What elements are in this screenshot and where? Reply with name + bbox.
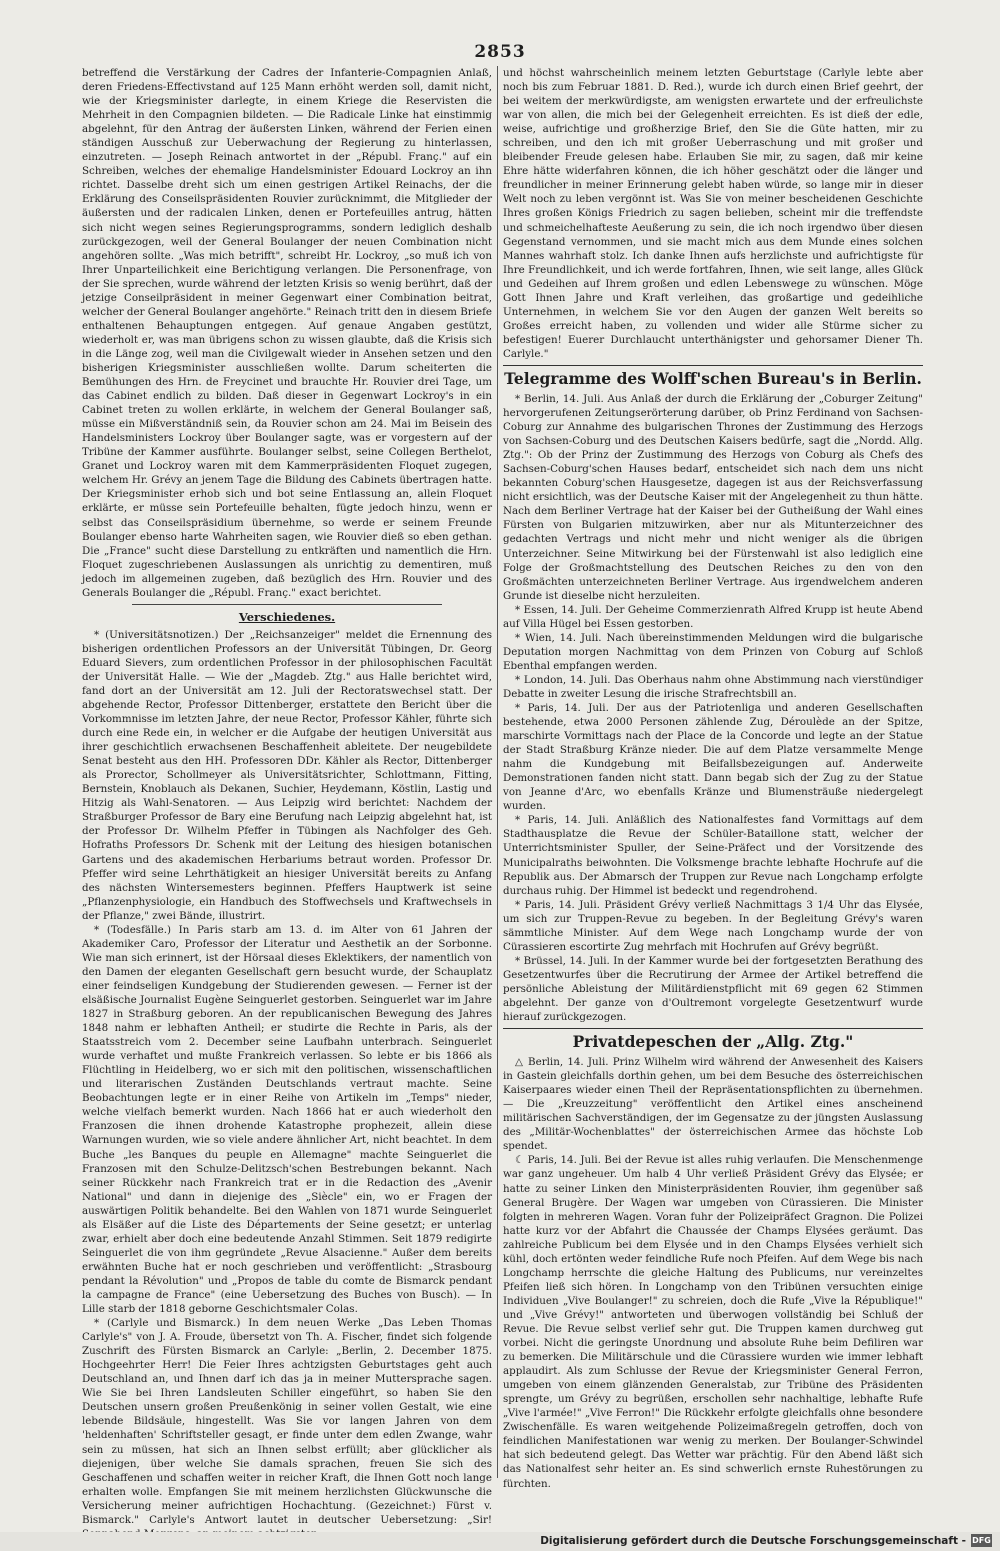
telegram-item: * Brüssel, 14. Juli. In der Kammer wurde bei der fortgesetzten Berathung des Gesetzentwurfes über die Recrutirung der Armee der Artikel betreffend die persönliche Ableistung der Militärdienstpflicht mit 69 gegen 62 Stimmen abgelehnt. Der ganze von d'Oultremont vorgelegte Gesetzentwurf wurde hierauf zurückgezogen. xyxy=(503,954,923,1024)
right-column xyxy=(503,66,923,1490)
telegram-item: * London, 14. Juli. Das Oberhaus nahm ohne Abstimmung nach vierstündiger Debatte in zweiter Lesung die irische Strafrechtsbill an. xyxy=(503,673,923,700)
telegram-item: * Paris, 14. Juli. Der aus der Patriotenliga und anderen Gesellschaften bestehende, etwa 2000 Personen zählende Zug, Déroulède an der Spitze, marschirte Vormittags nach der Place de la Concorde und legte an der Statue der Stadt Straßburg Kränze nieder. Die auf dem Platze versammelte Menge nahm die Kundgebung mit Beifallsbezeigungen auf. Anderweite Demonstrationen fanden nicht statt. Dann begab sich der Zug zu der Statue von Jeanne d'Arc, wo ebenfalls Kränze und Blumensträuße niedergelegt wurden. xyxy=(503,702,923,813)
telegram-heading: Telegramme des Wolff'schen Bureau's in Berlin. xyxy=(504,368,922,388)
telegram-item: * Paris, 14. Juli. Präsident Grévy verließ Nachmittags 3 1/4 Uhr das Elysée, um sich zur Truppen-Revue zu begeben. In der Begleitung Grévy's waren sämmtliche Minister. Auf dem Wege nach Longchamp wurde der von Cürassieren escortirte Zug mehrfach mit Hochrufen auf Grévy begrüßt. xyxy=(503,898,923,953)
miscellany-paragraph: * (Carlyle und Bismarck.) In dem neuen Werke „Das Leben Thomas Carlyle's" von J. A. Froude, übersetzt von Th. A. Fischer, findet sich folgende Zuschrift des Fürsten Bismarck an Carlyle: „Berlin, 2. December 1875. Hochgeehrter Herr! Die Feier Ihres achtzigsten Geburtstages geht auch Deutschland an, und Ihnen darf ich das ja in meiner Muttersprache sagen. Wie Sie bei Ihren Landsleuten Schiller eingeführt, so haben Sie den Deutschen unsern großen Preußenkönig in seiner vollen Gestalt, wie eine lebende Bildsäule, hingestellt. Was Sie vor langen Jahren von dem 'heldenhaften' Schriftsteller gesagt, er finde unter dem edlen Zwange, wahr sein zu müssen, hat sich an Ihnen selbst erfüllt; aber glücklicher als diejenigen, über welche Sie damals sprachen, freuen Sie sich des Geschaffenen und schaffen weiter in reicher Kraft, die Ihnen Gott noch lange erhalten wolle. Empfangen Sie mit meinem herzlichsten Glückwunsche die Versicherung meiner aufrichtigen Hochachtung. (Gezeichnet:) Fürst v. Bismarck." Carlyle's Antwort lautet in deutscher Uebersetzung: „Sir! xyxy=(82,1317,492,1526)
private-dispatch-heading: Privatdepeschen der „Allg. Ztg." xyxy=(572,1032,854,1052)
divider xyxy=(132,604,442,605)
footer-credit: Digitalisierung gefördert durch die Deutsche Forschungsgemeinschaft - xyxy=(540,1535,966,1547)
carlyle-continuation: und höchst wahrscheinlich meinem letzten Geburtstage (Carlyle lebte aber noch bis zum Februar 1881. D. Red.), wurde ich durch einen Brief geehrt, der bei weitem der merkwürdigste, am wenigsten erwartete und der erfreulichste war von allen, die mich bei der Gelegenheit erreichten. Es ist dieß der edle, weise, aufrichtige und großherzige Brief, den Sie die Güte hatten, mir zu schreiben, und den ich mit großer Ueberraschung und mit großer und bleibender Freude gelesen habe. Erlauben Sie mir, zu sagen, daß mir keine Ehre hätte widerfahren können, die ich höher geschätzt oder die länger und freundlicher in meiner Erinnerung gelebt haben würde, so lange mir in dieser Welt noch zu leben vergönnt ist. Was Sie von meiner bescheidenen Geschichte Ihres großen Königs Friedrich zu sagen belieben, scheint mir die treffendste und schmeichelhafteste Aeußerung zu sein, die ich noch irgendwo über diesen Gegenstand vernommen, und sie macht mich aus dem Munde eines solchen Mannes wahrhaft stolz. Ich danke Ihnen aufs herzlichste und aufrichtigste für Ihre Freundlichkeit, und ich werde fortfahren, Ihnen, wie seit lange, alles Glück und Gedeihen auf Ihrem großen und edlen Lebenswege zu wünschen. Möge Gott Ihnen Jahre und Kraft verleihen, das großartige und gedeihliche Unternehmen, in welchem Sie vor den Augen der ganzen Welt bereits so Großes erreicht haben, zu vollenden und wider alle Stürme sicher zu befestigen! Euerer Durchlaucht unterthänigster und gehorsamer Diener Th. Carlyle." xyxy=(503,67,923,360)
dfg-logo: DFG xyxy=(972,1536,991,1545)
private-dispatch-item: ☾ Paris, 14. Juli. Bei der Revue ist alles ruhig verlaufen. Die Menschenmenge war ganz ungeheuer. Um halb 4 Uhr verließ Präsident Grévy das Elysée; er hatte zu seiner Linken den Ministerpräsidenten Rouvier, ihm gegenüber saß General Brugère. Der Wagen war umgeben von Cürassieren. Die Minister folgten in mehreren Wagen. Voran fuhr der Polizeipräfect Gragnon. Die Polizei hatte kurz vor der Abfahrt die Chaussée der Champs Elysées geräumt. Das zahlreiche Publicum bei dem Elysée und in den Champs Elysées verhielt sich kühl, doch ertönten weder feindliche Rufe noch Pfeifen. Auf dem Wege bis nach Longchamp herrschte die gleiche Haltung des Publicums, nur vereinzeltes Pfeifen ließ sich hören. In Longchamp von den Tribünen versuchten einige Individuen „Vive Boulanger!" zu schreien, doch die Rufe „Vive la République!" und „Vive Grévy!" antworteten und überwogen vollständig bei Schluß der Revue. Die Revue selbst verlief sehr gut. Die Truppen kamen durchweg gut vorbei. Nicht die geringste Unordnung und absolute Ruhe beim Defiliren war zu bemerken. Die Militärschule und die Cürassiere wurden wie immer lebhaft applaudirt. Als zum Schlusse der Revue der Kriegsminister General Ferron, umgeben von einem glänzenden Generalstab, zur Tribüne des Präsidenten sprengte, um Grévy zu begrüßen, erschollen sehr nachhaltige, lebhafte Rufe „Vive l'armée!" „Vive Ferron!" Die Rückkehr erfolgte gleichfalls ohne besondere Zwischenfälle. Es waren weitgehende Polizeimaßregeln getroffen, doch von feindlichen Manifestationen war wenig zu merken. Der Boulanger-Schwindel hat sich bedeutend gelegt. Das Wetter war prächtig. Für den Abend läßt sich das Nationalfest sehr heiter an. Es sind schwerlich ernste Ruhestörungen zu fürchten. xyxy=(503,1154,923,1490)
column-rule xyxy=(497,66,498,1478)
telegram-item: * Berlin, 14. Juli. Aus Anlaß der durch die Erklärung der „Coburger Zeitung" hervorgerufenen Zeitungserörterung darüber, ob Prinz Ferdinand von Sachsen-Coburg zur Annahme des bulgarischen Thrones der Zustimmung des Herzogs von Sachsen-Coburg und des Deutschen Kaisers bedürfe, sagt die „Nordd. Allg. Ztg.": Ob der Prinz der Zustimmung des Herzogs von Coburg als Chefs des Sachsen-Coburg'schen Hauses bedarf, entscheidet sich nach dem uns nicht bekannten Coburg'schen Hausgesetze, dagegen ist aus der Reichsverfassung nicht ersichtlich, was der Deutsche Kaiser mit der Angelegenheit zu thun hätte. Nach dem Berliner Vertrage hat der Kaiser bei der Gutheißung der Wahl eines Fürsten von Bulgarien mitzuwirken, aber nur als Mitunterzeichner des gedachten Vertrags und nicht mehr und nicht weniger als die übrigen Unterzeichner. Seine Mitwirkung bei der Fürstenwahl ist also lediglich eine Folge der Großmachtstellung des Deutschen Reiches zu den von den Großmächten unterzeichneten Berliner Vertrage. Aus irgendwelchem anderen Grunde ist dieselbe nicht herzuleiten. xyxy=(503,392,923,602)
miscellany-paragraph: * (Todesfälle.) In Paris starb am 13. d. im Alter von 61 Jahren der Akademiker Caro, Professor der Literatur und Aesthetik an der Sorbonne. Wie man sich erinnert, ist der Hörsaal dieses Eklektikers, der namentlich von den Damen der eleganten Gesellschaft gern besucht wurde, der Schauplatz einer feindseligen Kundgebung der Studierenden gewesen. — Ferner ist der elsäßische Journalist Eugène Seinguerlet gestorben. Seinguerlet war im Jahre 1827 in Straßburg geboren. An der republicanischen Bewegung des Jahres 1848 nahm er lebhaften Antheil; er studirte die Rechte in Paris, als der Staatsstreich vom 2. December seine Laufbahn unterbrach. Seinguerlet wurde verhaftet und mußte Frankreich verlassen. So lebte er bis 1866 als Flüchtling in Heidelberg, wo er sich mit den politischen, wissenschaftlichen und literarischen Zuständen Deutschlands vertraut machte. Seine Beobachtungen legte er in einer Reihe von Artikeln im „Temps" nieder, welche vielfach bemerkt wurden. Nach 1866 hat er auch wiederholt den Franzosen die ihnen drohende Katastrophe prophezeit, allein diese Warnungen wurden, wie so viele andere ähnlicher Art, nicht beachtet. In dem Buche „les Banques du peuple en Allemagne" machte Seinguerlet die Franzosen mit den Schulze-Delitzsch'schen Bestrebungen bekannt. Nach seiner Rückkehr nach Frankreich trat er in die Redaction des „Avenir National" und dann in diejenige des „Siècle" ein, wo er Fragen der auswärtigen Politik behandelte. Bei den Wahlen von 1871 wurde Seinguerlet als Elsäßer auf die Liste des Départements der Seine gesetzt; er unterlag zwar, erhielt aber doch eine bedeutende Anzahl Stimmen. Seit 1879 redigirte Seinguerlet die von ihm gegründete „Revue Alsacienne." Außer dem bereits erwähnten Buche hat er noch geschrieben und veröffentlicht: „Strasbourg pendant la Révolution" und „Propos de table du comte de Bismarck pendant la campagne de France" (eine Uebersetzung des Buches von Busch). — In Lille starb der 1818 geborne Geschichtsmaler Colas. xyxy=(82,923,492,1316)
private-dispatch-item: △ Berlin, 14. Juli. Prinz Wilhelm wird während der Anwesenheit des Kaisers in Gastein gleichfalls dorthin gehen, um bei dem Besuche des österreichischen Kaiserpaares wieder einen Theil der Repräsentationspflichten zu übernehmen. — Die „Kreuzzeitung" veröffentlicht den Artikel eines anscheinend militärischen Sachverständigen, der im Gegensatze zu der jüngsten Auslassung des „Militär-Wochenblattes" der österreichischen Armee das höchste Lob spendet. xyxy=(503,1056,923,1153)
page-number: 2853 xyxy=(474,42,526,62)
divider xyxy=(503,365,923,366)
divider xyxy=(503,1028,923,1029)
politics-paragraph: betreffend die Verstärkung der Cadres der Infanterie-Compagnien Anlaß, deren Friedens-Effectivstand auf 125 Mann erhöht werden soll, damit nicht, wie der Kriegsminister darlegte, in einem Kriege die Reservisten die Mehrheit in den Compagnien bildeten. — Die Radicale Linke hat einstimmig abgelehnt, für den Antrag der äußersten Linken, während der Ferien einen ständigen Ausschuß zur Ueberwachung der Regierung zu hinterlassen, einzutreten. — Joseph Reinach antwortet in der „Républ. Franç." auf ein Schreiben, welches der ehemalige Handelsminister Edouard Lockroy an ihn richtet. Dasselbe dreht sich um einen gestrigen Artikel Reinachs, der die Erklärung des Conseilspräsidenten Rouvier zurücknimmt, die Mitglieder der äußersten und der radicalen Linken, denen er Portefeuilles antrug, hätten sich nicht wegen seines Regierungsprogramms, sondern lediglich deshalb zurückgezogen, weil der General Boulanger der neuen Combination nicht angehören sollte. „Was mich betrifft", schreibt Hr. Lockroy, „so muß ich von Ihrer Unparteilichkeit eine Berichtigung verlangen. Die Personenfrage, von der Sie sprechen, wurde während der letzten Krisis so wenig berührt, daß der jetzige Conseilpräsident in meiner Gegenwart einer Combination beitrat, welcher der General Boulanger angehörte." Reinach tritt den in diesem Briefe enthaltenen Behauptungen entgegen. Auf genaue Angaben gestützt, wiederholt er, was man übrigens schon zu wissen glaubte, daß die Krisis sich in die Länge zog, weil man die Civilgewalt wieder in Ansehen setzen und den bisherigen Kriegsminister ausschließen wollte. Darum scheiterten die Bemühungen des Hrn. de Freycinet und brauchte Hr. Rouvier drei Tage, um das Cabinet endlich zu bilden. Daß dieser in Gegenwart Lockroy's in ein Cabinet treten zu wollen erklärte, in welchem der General Boulanger saß, müsse ein Mißverständniß sein, da Rouvier schon am 24. Mai im Beisein des Handelsministers Lockroy über Boulanger sagte, was er vorgestern auf der Tribüne der Kammer ausführte. Boulanger selbst, seine Collegen Berthelot, Granet und Lockroy waren mit dem Kammerpräsidenten Floquet zugegen, welchem Hr. Grévy an jenem Tage die Bildung des Cabinets übertragen hatte. Der Kriegsminister erhob sich und bot seine Entlassung an, allein Floquet erklärte, er müsse sein Portefeuille behalten, fügte jedoch hinzu, wenn er selbst das Conseilspräsidium übernehme, so werde er seinem Freunde Boulanger ebenso harte Wahrheiten sagen, wie Rouvier dieß so eben gethan. Die „France" sucht diese Darstellung zu entkräften und namentlich die Hrn. Floquet zugeschriebenen Auslassungen als unrichtig zu dementiren, muß jedoch im allgemeinen zugeben, daß bezüglich des Hrn. Rouvier und des Generals Boulanger die „Républ. Franç." exact berichtet. xyxy=(82,67,493,599)
miscellany-paragraph: * (Universitätsnotizen.) Der „Reichsanzeiger" meldet die Ernennung des bisherigen ordentlichen Professors an der Universität Tübingen, Dr. Georg Eduard Sievers, zum ordentlichen Professor in der philosophischen Facultät der Universität Halle. — Wie der „Magdeb. Ztg." aus Halle berichtet wird, fand dort an der Universität am 12. Juli der Rectoratswechsel statt. Der abgehende Rector, Professor Dittenberger, erstattete den Bericht über die Vorkommnisse im letzten Jahre, der neue Rector, Professor Kähler, führte sich durch eine Rede ein, in welcher er die Aufgabe der heutigen Universität aus ihrer geschichtlich erwachsenen Beschaffenheit ableitete. Der neugebildete Senat besteht aus den HH. Professoren DDr. Kähler als Rector, Dittenberger als Prorector, Schollmeyer als Universitätsrichter, Schlottmann, Fitting, Bernstein, Knoblauch als Dekanen, Suchier, Heydemann, Köstlin, Lastig und Hitzig als Wahl-Senatoren. — Aus Leipzig wird berichtet: Nachdem der Straßburger Professor de Bary eine Berufung nach Leipzig abgelehnt hat, ist der Professor Dr. Wilhelm Pfeffer in Tübingen als Nachfolger des Geh. Hofraths Professors Dr. Schenk mit der Leitung des hiesigen botanischen Gartens und des akademischen Herbariums betraut worden. Professor Dr. Pfeffer wird seine Lehrthätigkeit an hiesiger Universität bereits zu Anfang des nächsten Wintersemesters beginnen. Pfeffers Hauptwerk ist seine „Pflanzenphysiologie, ein Handbuch des Stoffwechsels und Kraftwechsels in der Pflanze," zwei Bände, illustrirt. xyxy=(82,628,492,922)
telegram-item: * Essen, 14. Juli. Der Geheime Commerzienrath Alfred Krupp ist heute Abend auf Villa Hügel bei Essen gestorben. xyxy=(503,603,923,630)
left-column xyxy=(82,66,493,1526)
telegram-item: * Paris, 14. Juli. Anläßlich des Nationalfestes fand Vormittags auf dem Stadthausplatze die Revue der Schüler-Bataillone statt, welcher der Unterrichtsminister Spuller, der Seine-Präfect und der Vorsitzende des Municipalraths beiwohnten. Die Volksmenge brachte lebhafte Hochrufe auf die Republik aus. Der Abmarsch der Truppen zur Revue nach Longchamp erfolgte durchaus ruhig. Der Himmel ist bedeckt und regendrohend. xyxy=(503,814,923,897)
miscellany-heading: Verschiedenes. xyxy=(238,609,336,624)
telegram-item: * Wien, 14. Juli. Nach übereinstimmenden Meldungen wird die bulgarische Deputation morgen Nachmittag von dem Prinzen von Coburg auf Schloß Ebenthal empfangen werden. xyxy=(503,631,923,672)
